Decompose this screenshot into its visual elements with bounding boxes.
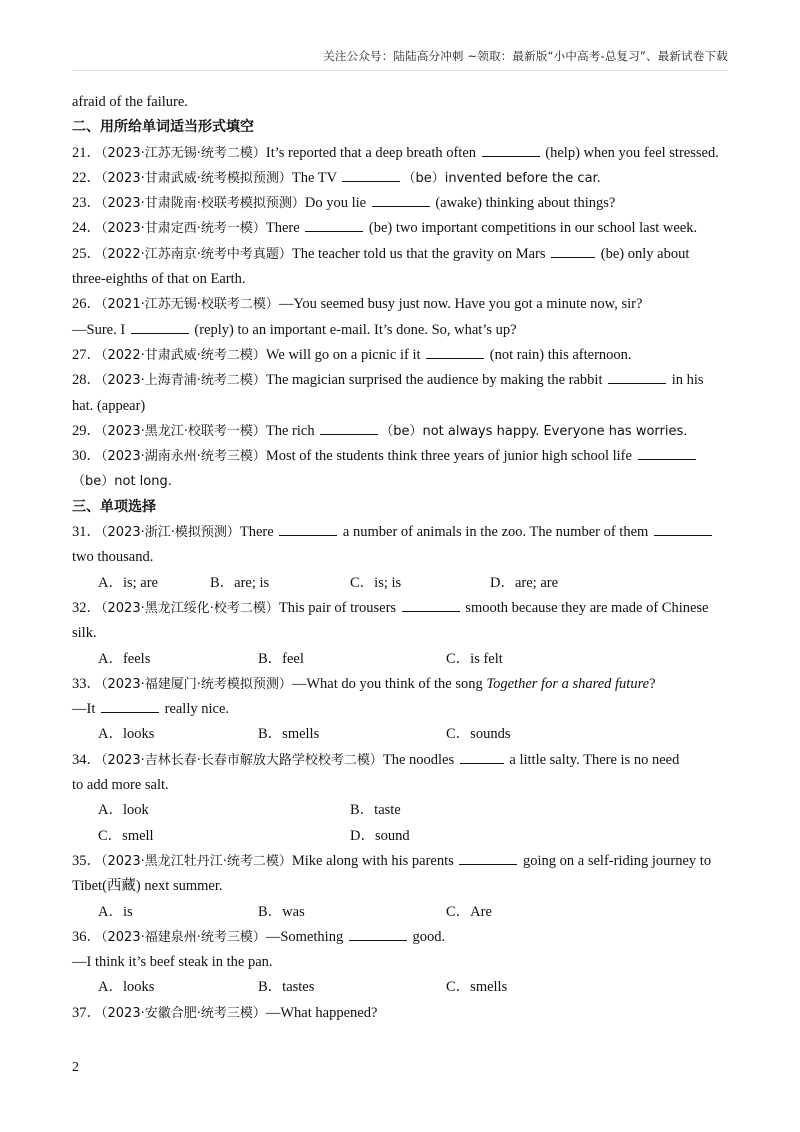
answer-blank[interactable] xyxy=(459,850,517,865)
option-c[interactable]: C．smells xyxy=(446,979,508,996)
question-22: 22．（2023·甘肃武威·统考模拟预测）The TV （be）invented before the car. xyxy=(72,166,728,191)
option-c[interactable]: C．Are xyxy=(446,903,492,920)
answer-blank[interactable] xyxy=(608,369,666,384)
answer-blank[interactable] xyxy=(279,521,337,536)
option-c[interactable]: C．is; is xyxy=(350,574,402,591)
question-26: 26．（2021·江苏无锡·校联考二模）—You seemed busy just now. Have you got a minute now, sir? xyxy=(72,296,643,313)
option-d[interactable]: D．sound xyxy=(350,827,410,844)
page-number: 2 xyxy=(72,1060,79,1075)
question-24: 24．（2023·甘肃定西·统考一模）There (be) two important competitions in our school last week. xyxy=(72,216,728,241)
answer-blank[interactable] xyxy=(402,597,460,612)
option-c[interactable]: C．sounds xyxy=(446,726,511,743)
option-b[interactable]: B．taste xyxy=(350,802,401,819)
question-31-options xyxy=(72,571,728,596)
header-divider xyxy=(72,70,728,71)
question-36-line2: —I think it’s beef steak in the pan. xyxy=(72,954,273,971)
answer-blank[interactable] xyxy=(342,167,400,182)
section2-title: 二、用所给单词适当形式填空 xyxy=(72,119,254,136)
answer-blank[interactable] xyxy=(638,445,696,460)
question-35-line2: Tibet(西藏) next summer. xyxy=(72,878,223,895)
answer-blank[interactable] xyxy=(305,217,363,232)
answer-blank[interactable] xyxy=(349,926,407,941)
question-28-line2: hat. (appear) xyxy=(72,397,146,414)
answer-blank[interactable] xyxy=(372,192,430,207)
question-21: 21．（2023·江苏无锡·统考二模）It’s reported that a deep breath often (help) when you feel stressed. xyxy=(72,141,728,166)
question-33-line2: —It really nice. xyxy=(72,697,728,722)
answer-blank[interactable] xyxy=(426,344,484,359)
question-29: 29．（2023·黑龙江·校联考一模）The rich （be）not always happy. Everyone has worries. xyxy=(72,419,728,444)
question-30: 30．（2023·湖南永州·统考三模）Most of the students think three years of junior high school life xyxy=(72,444,728,469)
question-36-options xyxy=(72,975,728,1000)
option-b[interactable]: B．tastes xyxy=(258,979,315,996)
question-25: 25．（2022·江苏南京·统考中考真题）The teacher told us that the gravity on Mars (be) only about xyxy=(72,242,728,267)
option-c[interactable]: C．is felt xyxy=(446,650,503,667)
option-a[interactable]: A．feels xyxy=(98,650,151,667)
question-34-options-row2 xyxy=(72,824,728,849)
option-c[interactable]: C．smell xyxy=(98,827,154,844)
intro-tail: afraid of the failure. xyxy=(72,94,188,110)
option-a[interactable]: A．is; are xyxy=(98,574,158,591)
question-27: 27．（2022·甘肃武威·统考二模）We will go on a picnic if it (not rain) this afternoon. xyxy=(72,343,728,368)
question-31: 31．（2023·浙江·模拟预测）There a number of animals in the zoo. The number of them xyxy=(72,520,728,545)
answer-blank[interactable] xyxy=(101,698,159,713)
answer-blank[interactable] xyxy=(654,521,712,536)
question-30-line2: （be）not long. xyxy=(72,474,172,490)
question-32-line2: silk. xyxy=(72,625,97,642)
section3-title: 三、单项选择 xyxy=(72,498,156,515)
option-a[interactable]: A．looks xyxy=(98,726,155,743)
question-35-options xyxy=(72,900,728,925)
question-33-options xyxy=(72,722,728,747)
question-28: 28．（2023·上海青浦·统考二模）The magician surprised the audience by making the rabbit in his xyxy=(72,368,728,393)
question-33: 33．（2023·福建厦门·统考模拟预测）—What do you think of the song Together for a shared future? xyxy=(72,675,656,692)
answer-blank[interactable] xyxy=(482,142,540,157)
question-34-line2: to add more salt. xyxy=(72,777,169,794)
answer-blank[interactable] xyxy=(131,319,189,334)
question-25-line2: three-eighths of that on Earth. xyxy=(72,271,246,288)
question-34-options-row1 xyxy=(72,798,728,823)
question-37: 37．（2023·安徽合肥·统考三模）—What happened? xyxy=(72,1004,378,1021)
question-35: 35．（2023·黑龙江牡丹江·统考二模）Mike along with his parents going on a self-riding journey to xyxy=(72,849,728,874)
answer-blank[interactable] xyxy=(551,243,595,258)
question-36: 36．（2023·福建泉州·统考三模）—Something good. xyxy=(72,925,728,950)
answer-blank[interactable] xyxy=(320,420,378,435)
option-b[interactable]: B．are; is xyxy=(210,574,270,591)
question-23: 23．（2023·甘肃陇南·校联考模拟预测）Do you lie (awake) thinking about things? xyxy=(72,191,728,216)
option-d[interactable]: D．are; are xyxy=(490,574,559,591)
page-header: 关注公众号：陆陆高分冲刺 ~领取：最新版“小中高考-总复习”、最新试卷下载 xyxy=(323,49,728,63)
option-b[interactable]: B．was xyxy=(258,903,305,920)
page-content xyxy=(72,90,728,1026)
question-32-options xyxy=(72,647,728,672)
answer-blank[interactable] xyxy=(460,749,504,764)
option-a[interactable]: A．looks xyxy=(98,979,155,996)
option-a[interactable]: A．is xyxy=(98,903,133,920)
question-26-line2: —Sure. I (reply) to an important e-mail. It’s done. So, what’s up? xyxy=(72,318,728,343)
option-a[interactable]: A．look xyxy=(98,802,149,819)
option-b[interactable]: B．smells xyxy=(258,726,320,743)
question-34: 34．（2023·吉林长春·长春市解放大路学校校考二模）The noodles a little salty. There is no need xyxy=(72,748,728,773)
option-b[interactable]: B．feel xyxy=(258,650,304,667)
question-31-line2: two thousand. xyxy=(72,549,154,566)
question-32: 32．（2023·黑龙江绥化·校考二模）This pair of trousers smooth because they are made of Chinese xyxy=(72,596,728,621)
